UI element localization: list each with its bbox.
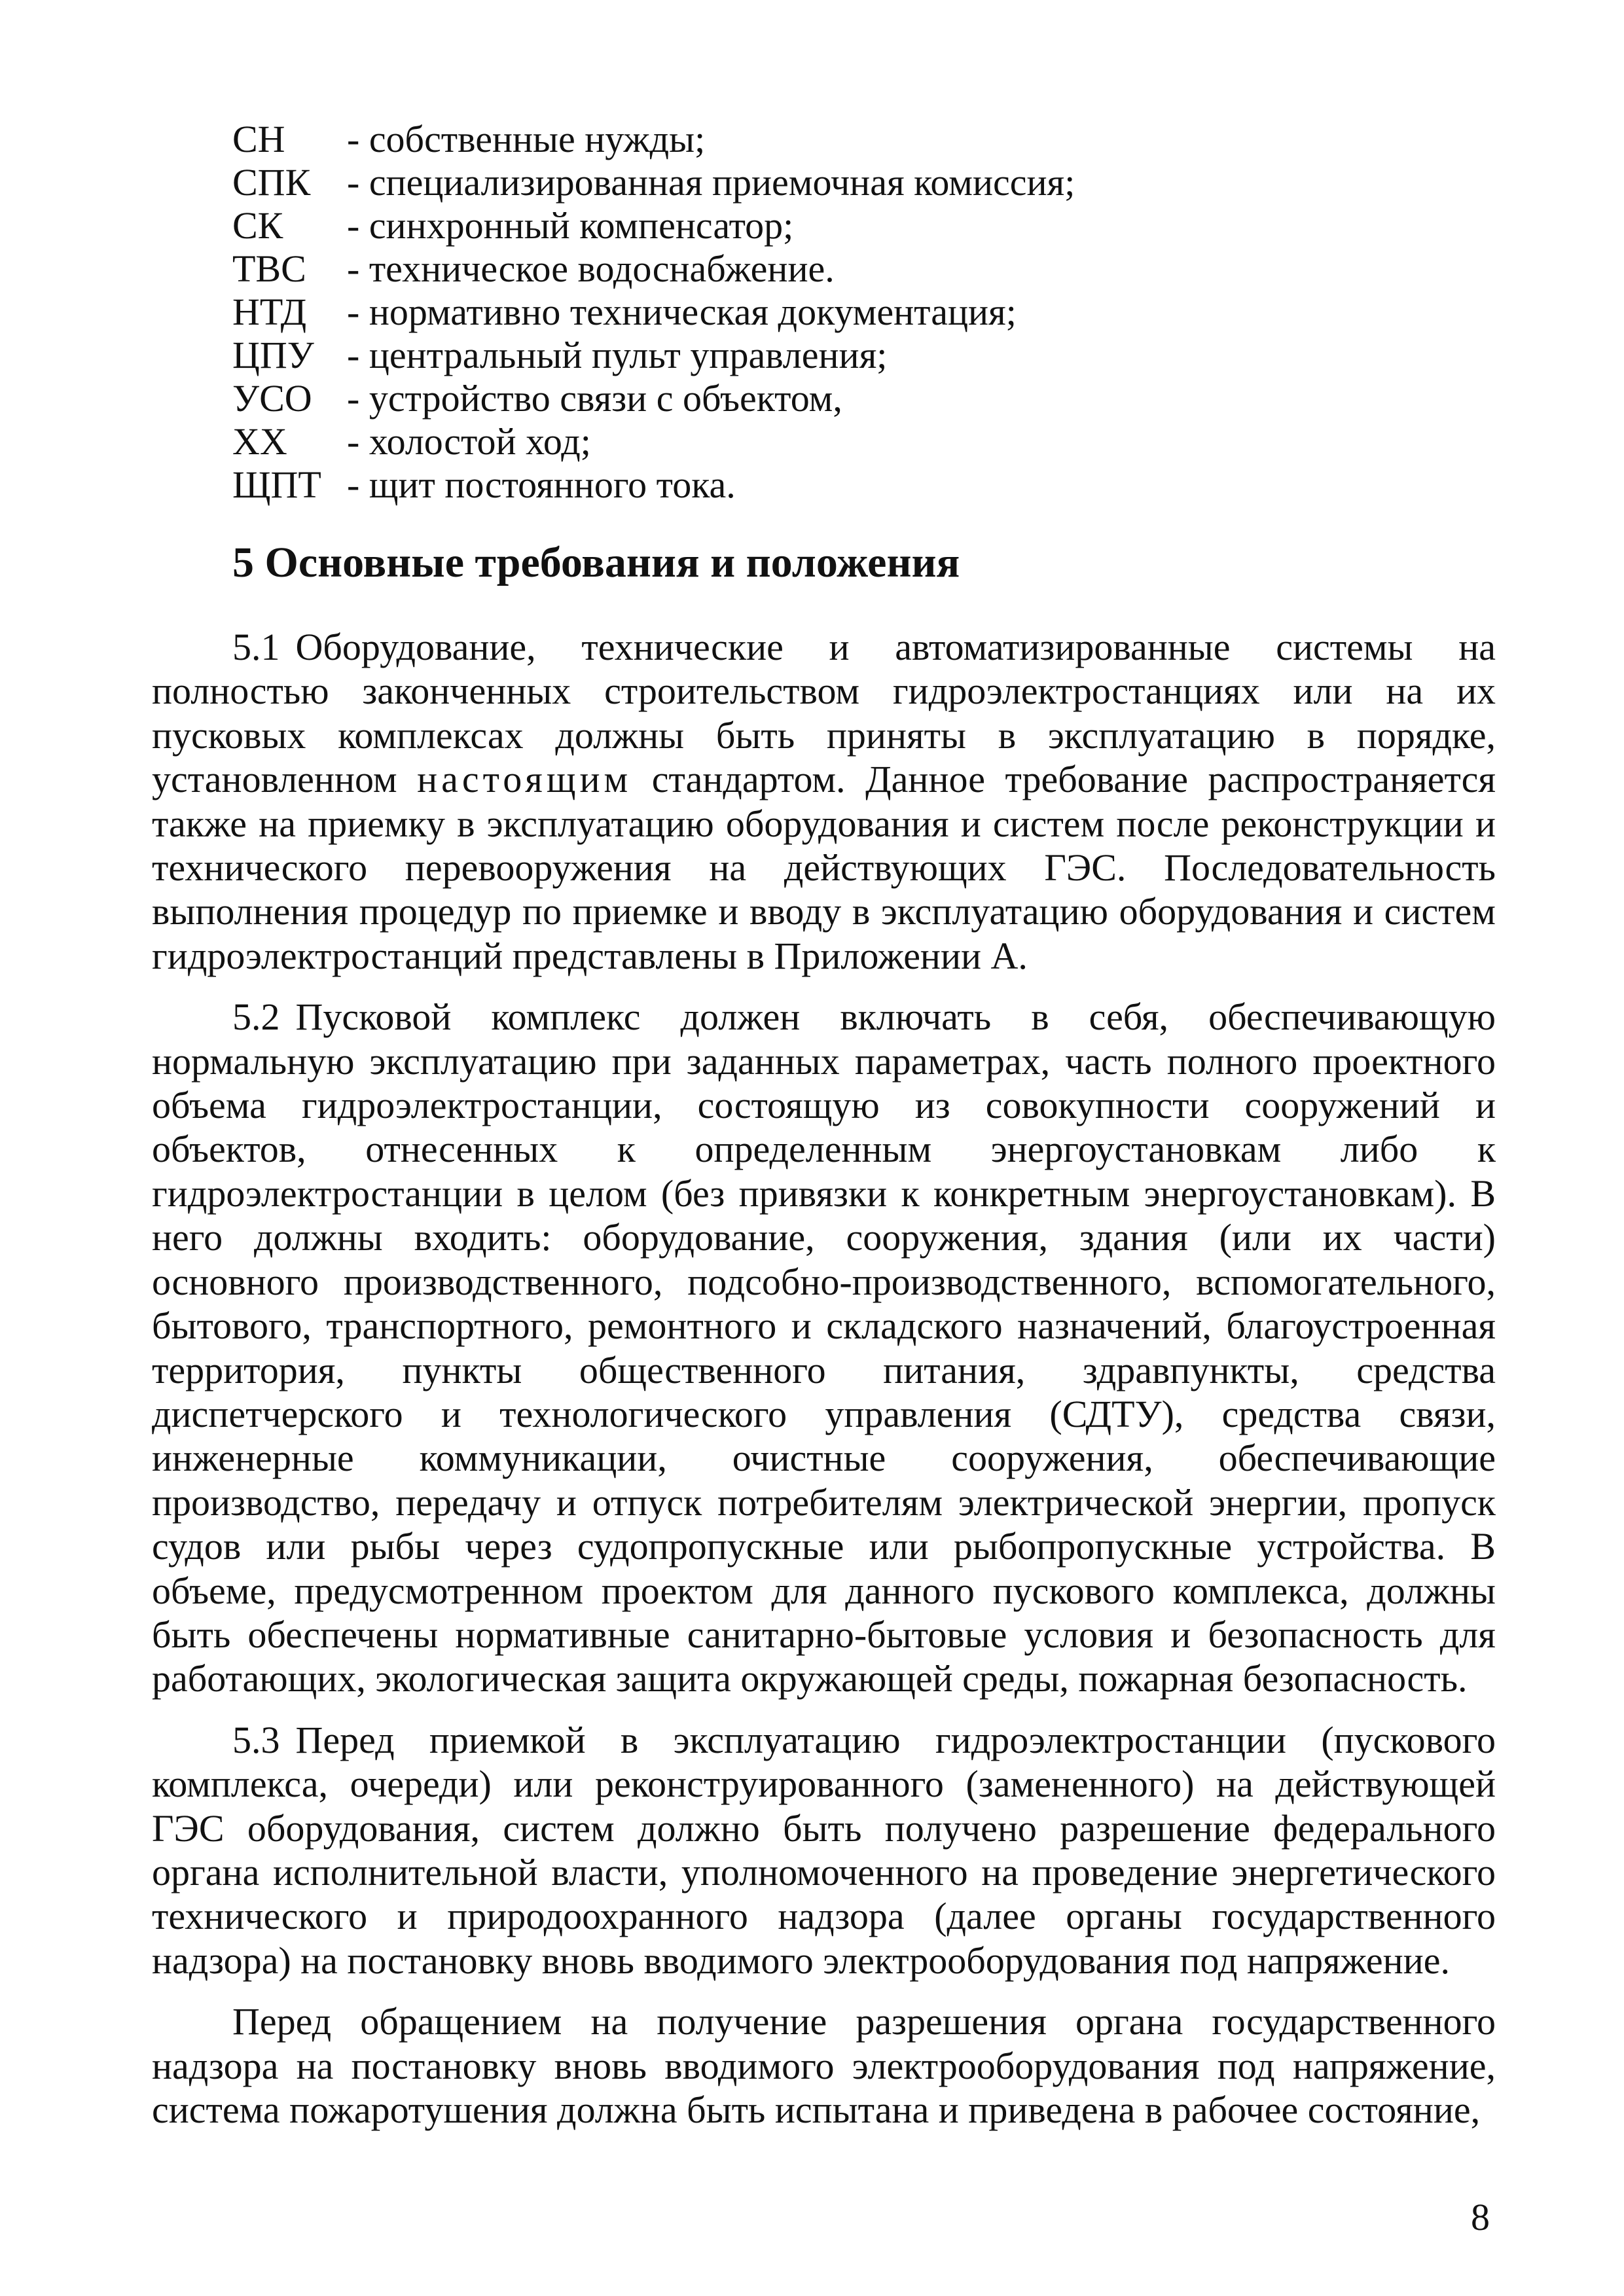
abbreviation-code: ХХ	[232, 420, 287, 463]
paragraph-text: Оборудование, технические и автоматизированные системы на полностью законченных строительством гидроэлектростанциях или на их пусковых комплексах должны быть приняты в эксплуатацию в порядке, установленном	[152, 626, 1496, 801]
abbreviation-row	[232, 463, 1476, 507]
abbreviation-code: НТД	[232, 291, 307, 333]
abbreviation-definition: - устройство связи с объектом,	[347, 377, 842, 420]
paragraph-5-3	[152, 1718, 1496, 1982]
abbreviation-definition: - нормативно техническая документация;	[347, 291, 1017, 333]
paragraph-number: 5.1	[232, 626, 280, 668]
abbreviation-row	[232, 291, 1476, 334]
abbreviation-definition: - собственные нужды;	[347, 118, 706, 160]
page-number: 8	[1471, 2196, 1490, 2238]
abbreviation-row	[232, 161, 1476, 204]
abbreviation-row	[232, 247, 1476, 291]
abbreviation-code: ЩПТ	[232, 463, 321, 506]
abbreviation-list	[232, 118, 1476, 507]
abbreviation-code: ЦПУ	[232, 334, 314, 376]
body-text	[152, 625, 1496, 2149]
abbreviation-definition: - синхронный компенсатор;	[347, 204, 794, 247]
abbreviation-definition: - техническое водоснабжение.	[347, 247, 835, 290]
paragraph-continuation	[152, 2000, 1496, 2132]
abbreviation-code: УСО	[232, 377, 312, 420]
paragraph-5-1	[152, 625, 1496, 978]
paragraph-number: 5.2	[232, 996, 280, 1039]
abbreviation-row	[232, 377, 1476, 420]
paragraph-text: Пусковой комплекс должен включать в себя, обеспечивающую нормальную эксплуатацию при заданных параметрах, часть полного проектного объема гидроэлектростанции, состоящую из совокупности сооружений и объектов, отнесенных к определенным энергоустановкам либо к гидроэлектростанции в целом (без привязки к конкретным энергоустановкам). В него должны входить: оборудование, сооружения, здания (или их части) основного производственного, подсобно-производственного, вспомогательного, бытового, транспортного, ремонтного и складского назначений, благоустроенная территория, пункты общественного питания, здравпункты, средства диспетчерского и технологического управления (СДТУ), средства связи, инженерные коммуникации, очистные сооружения, обеспечивающие производство, передачу и отпуск потребителям электрической энергии, пропуск судов или рыбы через судопропускные или рыбопропускные устройства. В объеме, предусмотренном проектом для данного пускового комплекса, должны быть обеспечены нормативные санитарно-бытовые условия и безопасность для работающих, экологическая защита окружающей среды, пожарная безопасность.	[152, 996, 1496, 1700]
abbreviation-row	[232, 204, 1476, 247]
abbreviation-row	[232, 420, 1476, 463]
paragraph-text-spaced: настоящим	[417, 758, 632, 801]
abbreviation-row	[232, 118, 1476, 161]
paragraph-text: Перед обращением на получение разрешения органа государственного надзора на постановку вновь вводимого электрооборудования под напряжение, система пожаротушения должна быть испытана и приведена в рабочее состояние,	[152, 2000, 1496, 2131]
abbreviation-definition: - щит постоянного тока.	[347, 463, 736, 506]
paragraph-number: 5.3	[232, 1718, 280, 1761]
abbreviation-code: ТВС	[232, 247, 306, 290]
section-heading: 5 Основные требования и положения	[232, 539, 960, 586]
abbreviation-code: СК	[232, 204, 283, 247]
abbreviation-definition: - специализированная приемочная комиссия;	[347, 161, 1075, 204]
abbreviation-definition: - холостой ход;	[347, 420, 591, 463]
abbreviation-row	[232, 334, 1476, 377]
abbreviation-code: СН	[232, 118, 285, 160]
paragraph-5-2	[152, 995, 1496, 1701]
abbreviation-code: СПК	[232, 161, 311, 204]
abbreviation-definition: - центральный пульт управления;	[347, 334, 888, 376]
paragraph-text: Перед приемкой в эксплуатацию гидроэлектростанции (пускового комплекса, очереди) или реконструированного (замененного) на действующей ГЭС оборудования, систем должно быть получено разрешение федерального органа исполнительной власти, уполномоченного на проведение энергетического технического и природоохранного надзора (далее органы государственного надзора) на постановку вновь вводимого электрооборудования под напряжение.	[152, 1718, 1496, 1982]
paragraph-text: стандартом. Данное требование распространяется также на приемку в эксплуатацию оборудования и систем после реконструкции и технического перевооружения на действующих ГЭС. Последовательность выполнения процедур по приемке и вводу в эксплуатацию оборудования и систем гидроэлектростанций представлены в Приложении А.	[152, 758, 1496, 977]
